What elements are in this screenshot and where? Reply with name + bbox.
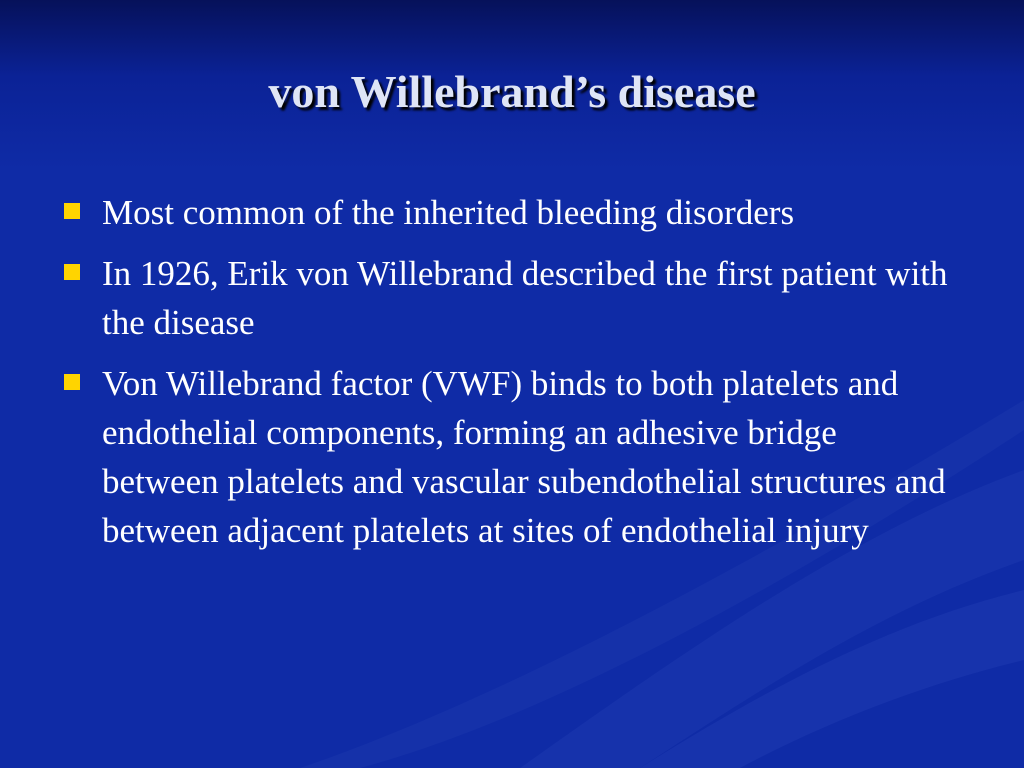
- square-bullet-icon: [64, 264, 80, 280]
- list-item: [62, 188, 962, 237]
- bullet-list: [62, 188, 962, 567]
- list-item: [62, 249, 962, 347]
- bullet-text: Von Willebrand factor (VWF) binds to both platelets and endothelial components, forming an adhesive bridge between platelets and vascular subendothelial structures and between adjacent platelets at sites of endothelial injury: [102, 364, 946, 550]
- bullet-text: In 1926, Erik von Willebrand described the first patient with the disease: [102, 254, 948, 342]
- bullet-text: Most common of the inherited bleeding disorders: [102, 193, 795, 232]
- square-bullet-icon: [64, 203, 80, 219]
- slide-title: von Willebrand’s disease: [268, 66, 756, 117]
- list-item: [62, 359, 962, 555]
- square-bullet-icon: [64, 374, 80, 390]
